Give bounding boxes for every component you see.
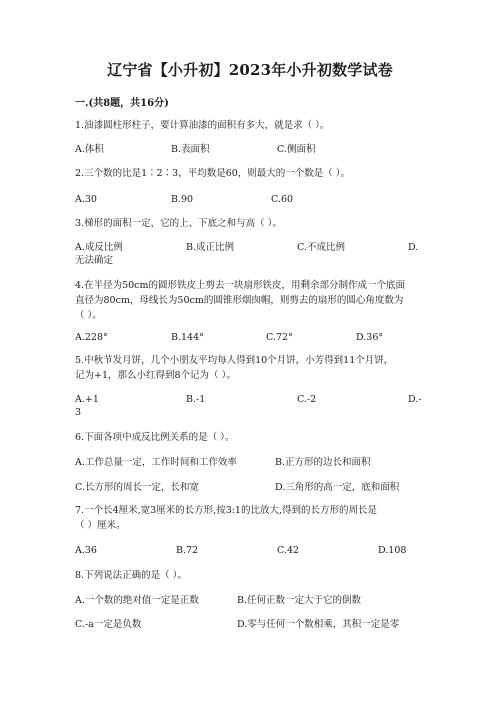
question-8-stem: 8.下列说法正确的是（ ）。: [75, 570, 187, 581]
question-6-stem: 6.下面各项中成反比例关系的是（ ）。: [75, 432, 235, 443]
question-6-option-d[interactable]: D.三角形的高一定，底和面积: [275, 482, 400, 493]
question-3-option-a[interactable]: A.成反比例: [75, 242, 123, 253]
question-2-option-a[interactable]: A.30: [75, 194, 97, 205]
question-3-option-d[interactable]: D.: [408, 242, 419, 253]
question-5-stem-line-1: 5.中秋节发月饼，几个小朋友平均每人得到10个月饼，小芳得到11个月饼，: [75, 355, 394, 366]
question-4-stem-line-1: 4.在半径为50cm的圆形铁皮上剪去一块扇形铁皮，用剩余部分制作成一个底面: [75, 280, 405, 291]
question-5-stem-line-2: 记为+1，那么小红得到8个记为（ ）。: [75, 370, 236, 381]
question-6-option-a[interactable]: A.工作总量一定，工作时间和工作效率: [75, 457, 237, 468]
question-7-option-c[interactable]: C.42: [277, 545, 300, 556]
question-7-option-b[interactable]: B.72: [176, 545, 199, 556]
question-3-option-b[interactable]: B.成正比例: [186, 242, 235, 253]
question-8-option-c[interactable]: C.-a一定是负数: [75, 619, 142, 630]
question-1-option-a[interactable]: A.体积: [75, 144, 104, 155]
question-3-option-d-text: 无法确定: [75, 255, 114, 266]
question-7-stem-line-2: （ ）厘米。: [75, 520, 126, 531]
question-7-stem-line-1: 7.一个长4厘米,宽3厘米的长方形,按3:1的比放大,得到的长方形的周长是: [75, 505, 378, 516]
question-7-option-d[interactable]: D.108: [378, 545, 407, 556]
question-4-option-a[interactable]: A.228°: [75, 332, 108, 343]
question-2-option-b[interactable]: B.90: [171, 194, 194, 205]
question-5-option-d[interactable]: D.-: [408, 394, 422, 405]
question-6-option-b[interactable]: B.正方形的边长和面积: [275, 457, 371, 468]
question-3-stem: 3.梯形的面积一定，它的上、下底之和与高（ ）。: [75, 218, 282, 229]
exam-title: 辽宁省【小升初】2023年小升初数学试卷: [107, 61, 393, 79]
question-1-stem: 1.油漆圆柱形柱子，要计算油漆的面积有多大，就是求（ ）。: [75, 120, 330, 131]
question-8-option-b[interactable]: B.任何正数一定大于它的倒数: [237, 595, 362, 606]
question-8-option-a[interactable]: A.一个数的绝对值一定是正数: [75, 595, 199, 606]
question-7-option-a[interactable]: A.36: [75, 545, 97, 556]
question-6-option-c[interactable]: C.长方形的周长一定，长和宽: [75, 482, 199, 493]
question-1-option-c[interactable]: C.侧面积: [277, 144, 316, 155]
question-2-stem: 2.三个数的比是1∶2∶3，平均数是60，则最大的一个数是（ ）。: [75, 168, 351, 179]
question-3-option-c[interactable]: C.不成比例: [297, 242, 345, 253]
question-8-option-d[interactable]: D.零与任何一个数相乘，其积一定是零: [237, 619, 400, 630]
question-4-stem-line-2: 直径为80cm，母线长为50cm的圆锥形烟囱帽，则剪去的扇形的圆心角度数为: [75, 295, 404, 306]
question-5-option-b[interactable]: B.-1: [186, 394, 206, 405]
question-5-option-c[interactable]: C.-2: [297, 394, 317, 405]
section-heading: 一.(共8题，共16分): [75, 98, 169, 109]
question-4-stem-line-3: （ ）。: [75, 310, 102, 321]
question-5-option-d-text: 3: [75, 407, 82, 418]
question-4-option-b[interactable]: B.144°: [171, 332, 204, 343]
question-4-option-d[interactable]: D.36°: [356, 332, 384, 343]
question-5-option-a[interactable]: A.+1: [75, 394, 99, 405]
question-4-option-c[interactable]: C.72°: [266, 332, 293, 343]
question-1-option-b[interactable]: B.表面积: [171, 144, 210, 155]
question-2-option-c[interactable]: C.60: [271, 194, 294, 205]
